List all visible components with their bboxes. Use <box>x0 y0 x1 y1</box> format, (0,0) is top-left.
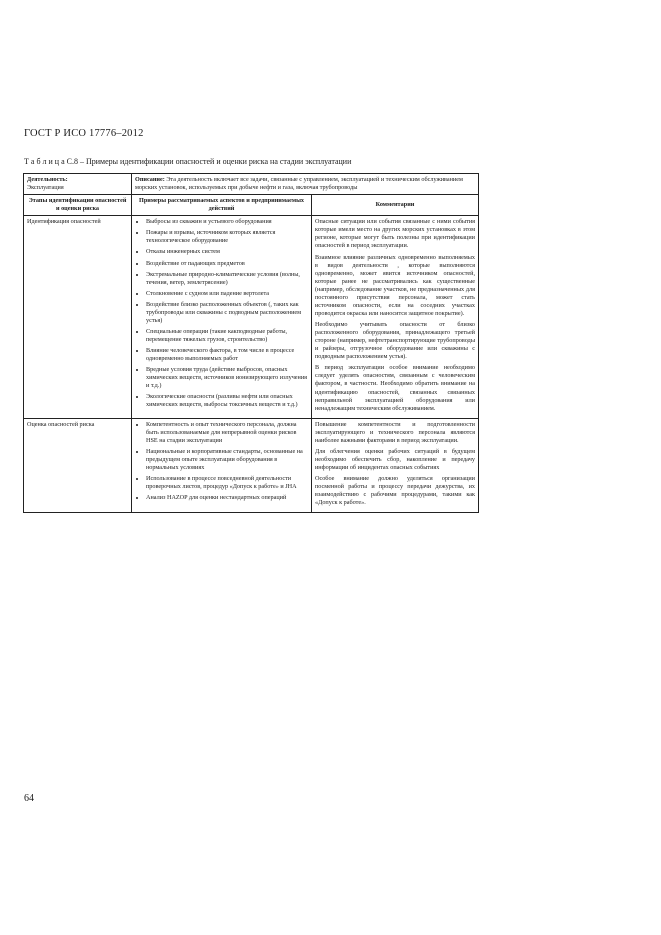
comments-cell <box>312 216 478 417</box>
table-row <box>24 419 478 513</box>
activity-value: Эксплуатация <box>27 184 64 192</box>
comment-paragraph: В период эксплуатации особое внимание необходимо следует уделять опасностям, связанным с человеческим фактором, в частности. Необходимо обратить внимание на идентификацию опасностей, связанных связанных неправильной эксплуатацией оборудования или ненадлежащим техническим обслуживанием. <box>315 364 475 412</box>
list-item: • Выбросы из скважин и устьевого оборудования <box>146 218 308 226</box>
comment-paragraph: Опасные ситуации или события связанные с ними события которые имели место на других морских установках в этом регионе, которые могут быть полезны при идентификации опасностей в период эксплуатации. <box>315 218 475 250</box>
stage-cell: Оценка опасностей риска <box>24 419 132 513</box>
hazard-table <box>23 173 479 513</box>
list-item: • Воздействие близко расположенных объектов (, таких как трубопроводы или скважины с подводным расположением устья) <box>146 301 308 325</box>
column-header: Этапы идентификации опасностей и оценки риска <box>24 195 132 215</box>
examples-cell <box>132 216 312 417</box>
stage-cell: Идентификация опасностей <box>24 216 132 417</box>
list-item: • Национальные и корпоративные стандарты, основанные на предыдущем опыте эксплуатации оборудования в нормальных условиях <box>146 448 308 472</box>
column-header: Примеры рассматриваемых аспектов и предпринимаемых действий <box>132 195 312 215</box>
comments-cell <box>312 419 478 513</box>
list-item: • Специальные операции (такие какподводные работы, перемещение тяжелых грузов, строительство) <box>146 328 308 344</box>
comment-paragraph: Повышение компетентности и подготовленности эксплуатирующего и технического персонала являются наиболее важными факторами в период эксплуатации. <box>315 420 475 444</box>
activity-label: Деятельность: <box>27 176 68 183</box>
list-item: • Компетентность и опыт технического персонала, должна быть использованаемые для непрерывной оценки рисков HSE на стадии эксплуатации <box>146 421 308 445</box>
description-label: Описание: <box>135 176 165 183</box>
description-cell <box>132 174 478 194</box>
list-item: • Столкновение с судном или падение вертолета <box>146 290 308 298</box>
comment-paragraph: Взаимное влияние различных одновременно выполняемых в видов деятельности , которые выполняются одновременно, может явится источником опасностей, которые ранее не рассматривались как существенные (например, обследование участков, не предназначенных для постоянного присутствия персонала, может стать источником опасности, если на соседних участках проводится окраска или наносится защитное покрытие). <box>315 253 475 317</box>
table-row <box>24 216 478 418</box>
comment-paragraph: Для облегчения оценки рабочих ситуаций в будущем необходимо обеспечить сбор, накопление и передачу информации об инцидентах опасных событиях <box>315 447 475 471</box>
list-item: • Воздействие от падающих предметов <box>146 260 308 268</box>
list-item: • Влияние человеческого фактора, в том числе в процессе одновременно выполняемых работ <box>146 347 308 363</box>
activity-row <box>24 174 478 195</box>
list-item: • Вредные условия труда (действие выбросов, опасных химических веществ, источников ионизирующего излучения и т.д.) <box>146 366 308 390</box>
list-item: • Отказы инженерных систем <box>146 248 308 256</box>
page-number: 64 <box>24 793 34 804</box>
column-header-row <box>24 195 478 216</box>
list-item: • Экстремальные природно-климатические условия (волны, течения, ветер, землетрясение) <box>146 271 308 287</box>
examples-cell <box>132 419 312 513</box>
list-item: • Пожары и взрывы, источником которых является технологическое оборудование <box>146 229 308 245</box>
description-text: Эта деятельность включает все задачи, связанные с управлением, эксплуатацией и техническим обслуживанием морских установок, используемых при добыче нефти и газа, включая трубопроводы <box>135 176 463 192</box>
list-item: • Анализ HAZOP для оценки нестандартных операций <box>146 494 308 502</box>
comment-paragraph: Необходимо учитывать опасности от близко расположенного оборудования, принадлежащего третьей стороне (например, нефтетранспортирующие трубопроводы и райзеры, отгрузочное оборудование или скважины с подводным расположением устья). <box>315 321 475 361</box>
comment-paragraph: Особое внимание должно уделяться организации посменной работы и процессу передачи дежурства, их взаимодействию с рабочими процедурами, такими как «Допуск к работе». <box>315 475 475 507</box>
column-header: Комментарии <box>375 201 415 209</box>
document-header: ГОСТ Р ИСО 17776–2012 <box>24 128 144 139</box>
list-item: • Использование в процессе повседневной деятельности проверочных листов, процедур «Допуск к работе» и JHA <box>146 475 308 491</box>
list-item: • Экологические опасности (разливы нефти или опасных химических веществ, выбросы токсичных веществ и т.д.) <box>146 393 308 409</box>
activity-cell <box>24 174 132 194</box>
table-caption: Т а б л и ц а С.8 – Примеры идентификации опасностей и оценки риска на стадии эксплуатации <box>24 157 352 166</box>
